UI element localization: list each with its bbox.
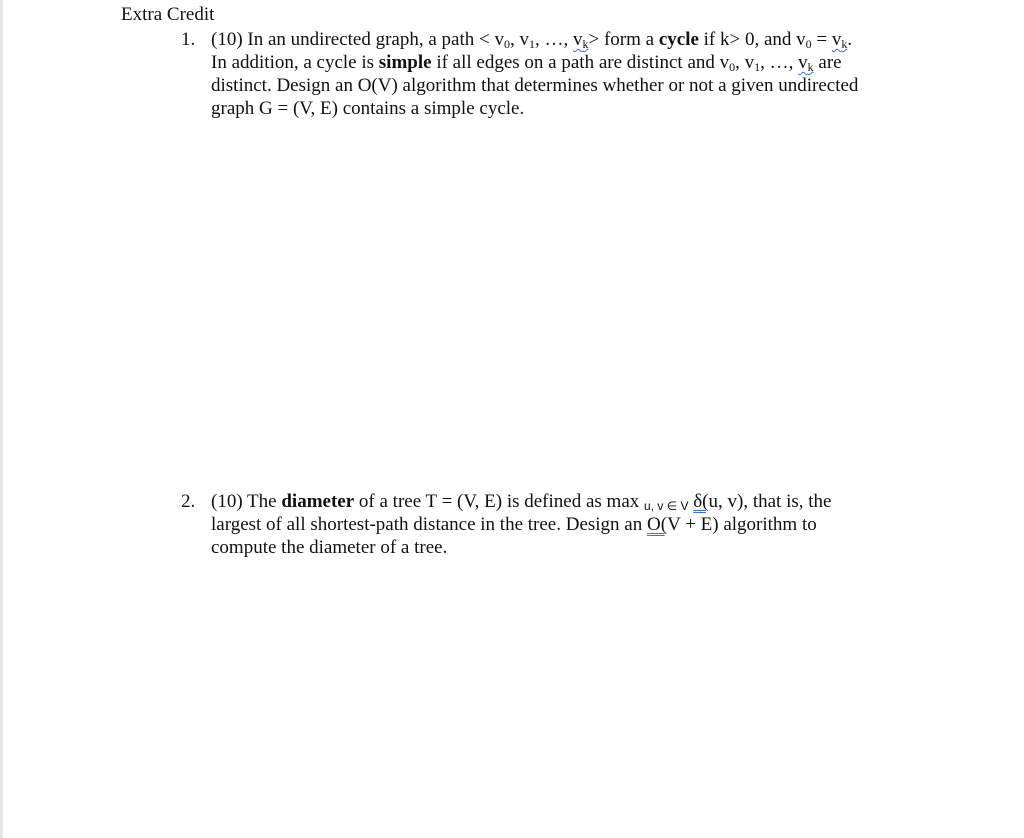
subscript: k bbox=[582, 37, 589, 51]
text-run: v bbox=[798, 52, 808, 73]
text-run: , …, bbox=[534, 29, 573, 50]
grammar-underline: δ( bbox=[693, 491, 709, 512]
max-subscript: u, v ∈ V bbox=[644, 499, 689, 513]
subscript: 0 bbox=[503, 37, 510, 51]
text-run: > form a bbox=[588, 29, 659, 50]
question-2 bbox=[181, 490, 831, 559]
subscript: k bbox=[841, 37, 848, 51]
spellcheck-underline bbox=[798, 52, 814, 73]
text-run: if k> 0, and v bbox=[698, 29, 806, 50]
question-2-line-1 bbox=[211, 490, 831, 513]
text-run: . bbox=[847, 29, 853, 50]
question-1-line-2 bbox=[211, 51, 858, 74]
question-2-line-3: compute the diameter of a tree. bbox=[211, 537, 448, 558]
bold-term-simple: simple bbox=[378, 52, 432, 73]
text-run: , v bbox=[735, 52, 755, 73]
subscript: 1 bbox=[528, 37, 535, 51]
text-run: V + E) algorithm to bbox=[667, 514, 817, 535]
bold-term-cycle: cycle bbox=[658, 29, 699, 50]
text-run: v bbox=[572, 29, 583, 50]
subscript: k bbox=[807, 60, 814, 74]
text-run: of a tree T = (V, E) is defined as max bbox=[354, 491, 645, 512]
grammar-underline: O( bbox=[647, 514, 668, 535]
text-run: are bbox=[813, 52, 842, 73]
spellcheck-underline bbox=[832, 29, 848, 50]
page-left-edge bbox=[0, 0, 3, 838]
spellcheck-underline bbox=[573, 29, 589, 50]
text-run: (10) The bbox=[211, 491, 282, 512]
text-run: (10) In an undirected graph, a path < v bbox=[211, 29, 504, 50]
text-run: v bbox=[831, 29, 842, 50]
text-run: , …, bbox=[760, 52, 799, 73]
page-heading: Extra Credit bbox=[121, 4, 215, 25]
question-1-line-3: distinct. Design an O(V) algorithm that determines whether or not a given undirected bbox=[211, 75, 859, 96]
question-2-line-2 bbox=[211, 513, 831, 536]
subscript: 1 bbox=[754, 60, 761, 74]
question-1-number: 1. bbox=[181, 29, 196, 50]
text-run: In addition, a cycle is bbox=[211, 52, 379, 73]
text-run: u, v), that is, the bbox=[708, 491, 832, 512]
question-1-line-1 bbox=[211, 28, 858, 51]
text-run: = bbox=[811, 29, 832, 50]
question-2-number: 2. bbox=[181, 491, 196, 512]
subscript: 0 bbox=[805, 37, 812, 51]
text-run: if all edges on a path are distinct and v bbox=[431, 52, 730, 73]
question-1-text bbox=[211, 28, 858, 120]
bold-term-diameter: diameter bbox=[281, 491, 355, 512]
text-run: , v bbox=[509, 29, 529, 50]
question-1 bbox=[181, 28, 858, 120]
question-2-text bbox=[211, 490, 831, 559]
subscript: 0 bbox=[729, 60, 736, 74]
question-1-line-4: graph G = (V, E) contains a simple cycle. bbox=[211, 98, 525, 119]
text-run: largest of all shortest-path distance in the tree. Design an bbox=[211, 514, 647, 535]
